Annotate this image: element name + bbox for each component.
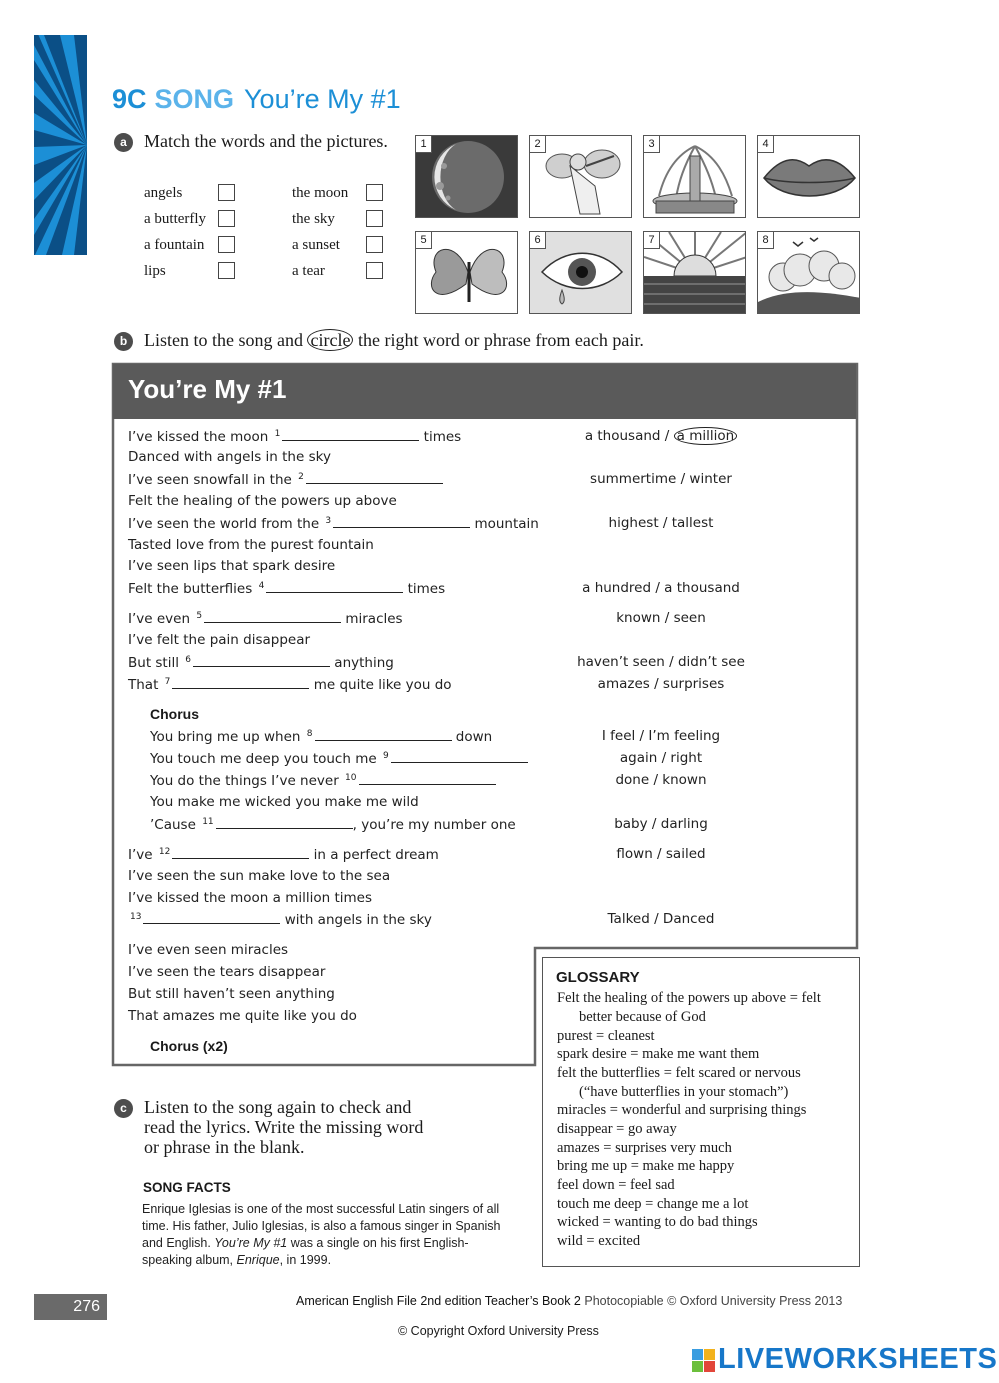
footer-credit <box>296 1294 842 1308</box>
answer-blank[interactable] <box>282 428 419 441</box>
lyric-text: times <box>419 429 462 445</box>
picture-sunset <box>643 231 746 314</box>
lyric-text: You touch me deep you touch me <box>150 751 381 767</box>
lyric-line <box>128 846 439 863</box>
lyric-text: with angels in the sky <box>280 912 432 928</box>
section-label: SONG <box>154 84 235 114</box>
lyric-text: , you’re my number one <box>352 817 516 833</box>
word-choice-text: known / seen <box>616 610 706 626</box>
match-word: a butterfly <box>144 211 207 227</box>
logo-text: LIVEWORKSHEETS <box>718 1343 998 1375</box>
page-number: 276 <box>73 1298 100 1315</box>
glossary-entry: wicked = wanting to do bad things <box>557 1214 758 1230</box>
section-a-instruction: Match the words and the pictures. <box>144 131 388 151</box>
unit-code: 9C <box>112 84 147 114</box>
copyright-notice: © Copyright Oxford University Press <box>398 1324 599 1338</box>
word-choice-pair[interactable] <box>541 428 781 444</box>
match-word: a fountain <box>144 237 205 253</box>
glossary-entry: disappear = go away <box>557 1121 677 1137</box>
answer-blank[interactable] <box>391 750 528 763</box>
glossary-entry: touch me deep = change me a lot <box>557 1196 749 1212</box>
section-c-instruction-line: or phrase in the blank. <box>144 1137 305 1157</box>
word-choice-text: a thousand / <box>584 428 674 444</box>
lyric-text: down <box>451 729 493 745</box>
photocopiable-notice: Photocopiable © Oxford University Press 2013 <box>580 1294 843 1308</box>
word-choice-text: summertime / winter <box>590 471 732 487</box>
lyric-text: I’ve <box>128 847 157 863</box>
word-choice-pair[interactable] <box>541 911 781 927</box>
lyric-text: I’ve even <box>128 611 195 627</box>
answer-blank[interactable] <box>306 471 443 484</box>
blank-number: 9 <box>382 750 389 761</box>
lyric-line <box>128 654 394 671</box>
facts-song-title: You’re My #1 <box>214 1236 288 1250</box>
match-word: a tear <box>292 263 325 279</box>
song-facts-line <box>142 1236 469 1250</box>
glossary-entry: bring me up = make me happy <box>557 1158 735 1174</box>
word-choice-text: baby / darling <box>614 816 708 832</box>
word-choice-text: done / known <box>615 772 707 788</box>
page-title: You’re My #1 <box>244 84 401 114</box>
blank-number: 2 <box>298 471 304 482</box>
blank-number: 1 <box>274 428 281 439</box>
answer-box-butterfly[interactable] <box>218 210 235 227</box>
blank-number: 6 <box>185 654 192 665</box>
chorus-repeat-label: Chorus (x2) <box>150 1038 228 1054</box>
glossary-entry: better because of God <box>579 1009 706 1025</box>
lyric-line <box>150 750 528 767</box>
lyric-text: I’ve seen the world from the <box>128 516 324 532</box>
answer-box-angels[interactable] <box>218 184 235 201</box>
lyric-text: ’Cause <box>150 817 201 833</box>
answer-blank[interactable] <box>143 911 280 924</box>
answer-box-tear[interactable] <box>366 262 383 279</box>
song-facts-line: time. His father, Julio Iglesias, is also a famous singer in Spanish <box>142 1219 501 1233</box>
answer-blank[interactable] <box>315 728 452 741</box>
section-b-instruction <box>144 330 644 351</box>
word-choice-text: flown / sailed <box>616 846 706 862</box>
page-header <box>112 84 401 115</box>
section-c-instruction-line: Listen to the song again to check and <box>144 1097 412 1117</box>
answer-box-lips[interactable] <box>218 262 235 279</box>
lyric-line <box>128 580 445 597</box>
chorus-label: Chorus <box>150 706 199 722</box>
lyric-line: I’ve even seen miracles <box>128 942 289 958</box>
match-word: a sunset <box>292 237 340 253</box>
lyric-text: I’ve seen snowfall in the <box>128 472 297 488</box>
lyric-line <box>150 728 492 745</box>
word-choice-pair[interactable] <box>541 772 781 788</box>
lyric-text: miracles <box>341 611 403 627</box>
picture-eye-tear <box>529 231 632 314</box>
blank-number: 13 <box>130 911 142 922</box>
answer-blank[interactable] <box>333 515 470 528</box>
picture-number: 7 <box>644 232 660 249</box>
song-title: You’re My #1 <box>128 374 287 404</box>
match-word: the moon <box>292 185 349 201</box>
side-stripe-decoration <box>34 35 87 255</box>
blank-number: 10 <box>345 772 357 783</box>
picture-number: 8 <box>758 232 774 249</box>
answer-box-fountain[interactable] <box>218 236 235 253</box>
word-choice-text: haven’t seen / didn’t see <box>577 654 745 670</box>
word-choice-pair[interactable] <box>541 580 781 596</box>
section-c-instruction-line: read the lyrics. Write the missing word <box>144 1117 424 1137</box>
word-choice-text: amazes / surprises <box>597 676 725 692</box>
lyric-line: You make me wicked you make me wild <box>150 794 419 810</box>
blank-number: 8 <box>306 728 313 739</box>
word-choice-pair[interactable] <box>541 676 781 692</box>
lyric-text: in a perfect dream <box>309 847 439 863</box>
facts-album-title: Enrique <box>236 1253 280 1267</box>
word-choice-text: highest / tallest <box>608 515 714 531</box>
lyric-line: I’ve seen the sun make love to the sea <box>128 868 391 884</box>
answer-blank[interactable] <box>172 676 309 689</box>
glossary-entry: felt the butterflies = felt scared or nervous <box>557 1065 801 1081</box>
answer-blank[interactable] <box>193 654 330 667</box>
song-facts-line: Enrique Iglesias is one of the most successful Latin singers of all <box>142 1202 500 1216</box>
blank-number: 4 <box>258 580 265 591</box>
answer-box-moon[interactable] <box>366 184 383 201</box>
word-choice-pair[interactable] <box>541 816 781 832</box>
picture-number: 6 <box>530 232 546 249</box>
word-choice-pair[interactable] <box>541 654 781 670</box>
lyric-line: I’ve kissed the moon a million times <box>128 890 372 906</box>
lyric-line: I’ve seen lips that spark desire <box>128 558 336 574</box>
answer-blank[interactable] <box>359 772 496 785</box>
word-choice-pair[interactable] <box>541 750 781 766</box>
lyric-text: You do the things I’ve never <box>150 773 344 789</box>
picture-angels <box>529 135 632 218</box>
glossary-entry: Felt the healing of the powers up above = felt <box>557 990 821 1006</box>
blank-number: 7 <box>164 676 171 687</box>
glossary-title: GLOSSARY <box>556 969 640 986</box>
book-title: American English File 2nd edition Teacher’s Book 2 <box>296 1294 581 1308</box>
picture-number: 1 <box>416 136 432 153</box>
lyric-line: Tasted love from the purest fountain <box>128 537 374 553</box>
lyric-text: You bring me up when <box>150 729 305 745</box>
facts-text: and English. <box>142 1236 215 1250</box>
lyric-text: I’ve kissed the moon <box>128 429 273 445</box>
answer-blank[interactable] <box>216 816 353 829</box>
glossary-entry: purest = cleanest <box>557 1028 655 1044</box>
match-word: angels <box>144 185 183 201</box>
picture-number: 4 <box>758 136 774 153</box>
lyric-line <box>128 428 461 445</box>
lyric-text: Felt the butterflies <box>128 581 257 597</box>
lyric-text: times <box>403 581 446 597</box>
answer-blank[interactable] <box>266 580 403 593</box>
logo-mark-icon <box>692 1349 716 1373</box>
word-choice-pair[interactable] <box>541 728 781 744</box>
glossary-entry: wild = excited <box>557 1233 641 1249</box>
lyric-line: Felt the healing of the powers up above <box>128 493 397 509</box>
answer-blank[interactable] <box>204 610 341 623</box>
word-choice-pair[interactable] <box>541 610 781 626</box>
lyric-text: That <box>128 677 163 693</box>
facts-text: , in 1999. <box>279 1253 332 1267</box>
blank-number: 3 <box>325 515 332 526</box>
circled-choice: a million <box>674 427 738 445</box>
lyric-text: mountain <box>470 516 539 532</box>
lyric-line: I’ve seen the tears disappear <box>128 964 326 980</box>
picture-number: 5 <box>416 232 432 249</box>
word-choice-text: a hundred / a thousand <box>582 580 740 596</box>
lyric-line: Danced with angels in the sky <box>128 449 331 465</box>
lyric-line <box>128 471 443 488</box>
lyric-text: me quite like you do <box>309 677 452 693</box>
glossary-entry: miracles = wonderful and surprising things <box>557 1102 807 1118</box>
lyric-line <box>128 911 432 928</box>
answer-box-sunset[interactable] <box>366 236 383 253</box>
lyric-text: anything <box>330 655 394 671</box>
picture-number: 3 <box>644 136 660 153</box>
match-word: the sky <box>292 211 335 227</box>
picture-fountain <box>643 135 746 218</box>
facts-text: was a single on his first English- <box>287 1236 469 1250</box>
lyric-text: But still <box>128 655 184 671</box>
section-b-marker: b <box>114 332 133 351</box>
word-choice-text: again / right <box>619 750 703 766</box>
blank-number: 11 <box>202 816 214 827</box>
lyric-line: That amazes me quite like you do <box>128 1008 357 1024</box>
glossary-entry: feel down = feel sad <box>557 1177 675 1193</box>
instruction-text: Listen to the song and <box>144 330 308 350</box>
word-choice-pair[interactable] <box>541 846 781 862</box>
word-choice-text: I feel / I’m feeling <box>601 728 721 744</box>
facts-text: speaking album, <box>142 1253 237 1267</box>
picture-moon <box>415 135 518 218</box>
picture-number: 2 <box>530 136 546 153</box>
section-a-marker: a <box>114 133 133 152</box>
word-choice-text: Talked / Danced <box>607 911 715 927</box>
answer-box-sky[interactable] <box>366 210 383 227</box>
lyric-line <box>128 610 403 627</box>
answer-blank[interactable] <box>172 846 309 859</box>
circled-word: circle <box>307 329 353 351</box>
picture-butterfly <box>415 231 518 314</box>
lyric-line <box>128 515 539 532</box>
word-choice-pair[interactable] <box>541 471 781 487</box>
section-c-marker: c <box>114 1099 133 1118</box>
instruction-text: the right word or phrase from each pair. <box>353 330 644 350</box>
song-facts-title: SONG FACTS <box>143 1180 231 1195</box>
match-word: lips <box>144 263 166 279</box>
lyric-line <box>128 676 452 693</box>
glossary-entry: spark desire = make me want them <box>557 1046 760 1062</box>
picture-sky <box>757 231 860 314</box>
blank-number: 5 <box>196 610 203 621</box>
lyric-line <box>150 816 516 833</box>
lyric-line: But still haven’t seen anything <box>128 986 335 1002</box>
glossary-entry: amazes = surprises very much <box>557 1140 732 1156</box>
lyric-line: I’ve felt the pain disappear <box>128 632 311 648</box>
picture-lips <box>757 135 860 218</box>
song-facts-line <box>142 1253 331 1267</box>
lyric-line <box>150 772 496 789</box>
word-choice-pair[interactable] <box>541 515 781 531</box>
glossary-entry: (“have butterflies in your stomach”) <box>579 1084 789 1100</box>
blank-number: 12 <box>158 846 171 857</box>
